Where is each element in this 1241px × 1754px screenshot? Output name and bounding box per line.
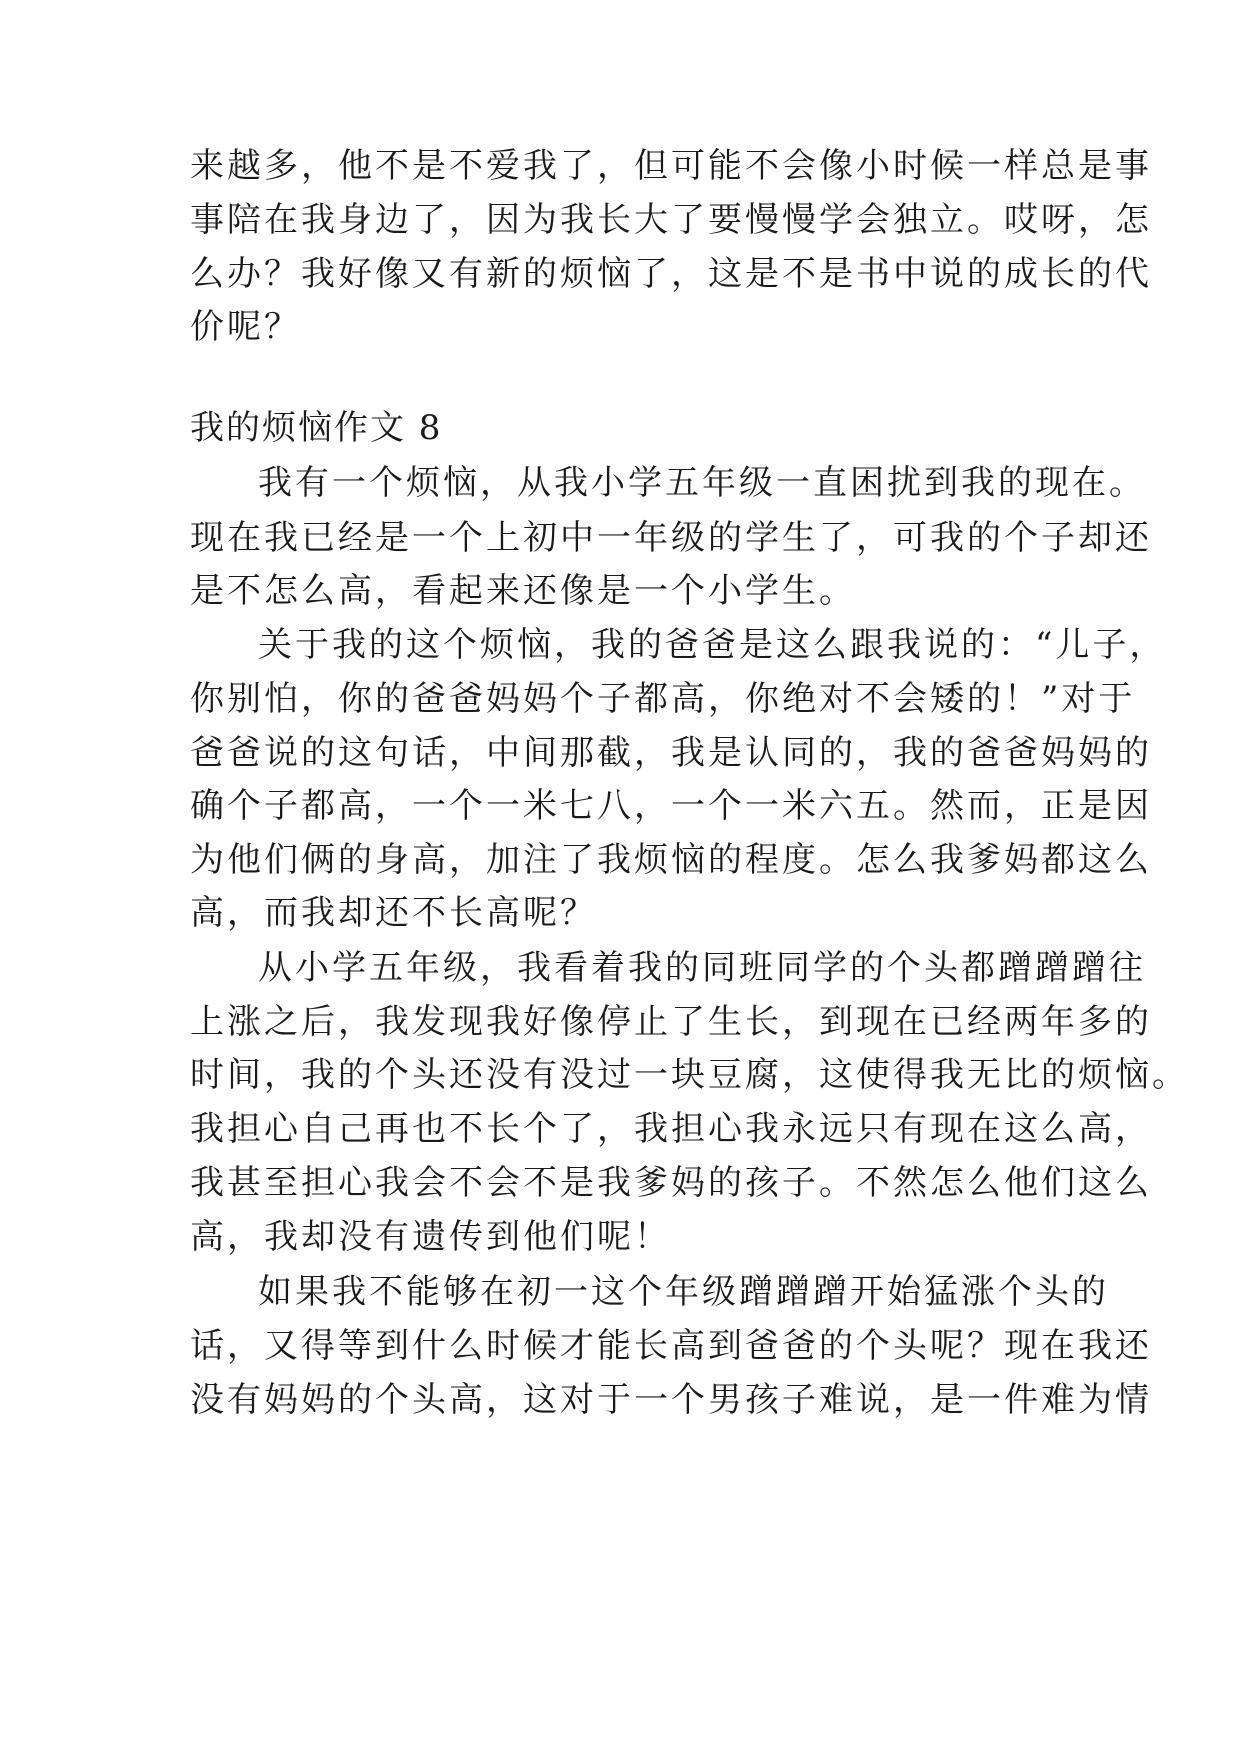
text-line: 价呢？ (190, 307, 301, 347)
paragraph-line: 我有一个烦恼，从我小学五年级一直困扰到我的现在。 (258, 463, 1146, 503)
paragraph-line: 你别怕，你的爸爸妈妈个子都高，你绝对不会矮的！”对于 (190, 679, 1136, 719)
paragraph-line: 爸爸说的这句话，中间那截，我是认同的，我的爸爸妈妈的 (190, 733, 1152, 773)
paragraph-line: 如果我不能够在初一这个年级蹭蹭蹭开始猛涨个头的 (258, 1272, 1109, 1312)
paragraph-line: 是不怎么高，看起来还像是一个小学生。 (190, 571, 856, 611)
section-title: 我的烦恼作文 8 (190, 408, 443, 448)
paragraph-line: 关于我的这个烦恼，我的爸爸是这么跟我说的：“儿子， (258, 625, 1167, 665)
text-line: 么办？我好像又有新的烦恼了，这是不是书中说的成长的代 (190, 254, 1152, 294)
paragraph-line: 我担心自己再也不长个了，我担心我永远只有现在这么高， (190, 1109, 1152, 1149)
paragraph-line: 话，又得等到什么时候才能长高到爸爸的个头呢？现在我还 (190, 1326, 1152, 1366)
paragraph-line: 没有妈妈的个头高，这对于一个男孩子难说，是一件难为情 (190, 1380, 1152, 1420)
paragraph-line: 我甚至担心我会不会不是我爹妈的孩子。不然怎么他们这么 (190, 1163, 1152, 1203)
paragraph-line: 确个子都高，一个一米七八，一个一米六五。然而，正是因 (190, 786, 1152, 826)
paragraph-line: 现在我已经是一个上初中一年级的学生了，可我的个子却还 (190, 518, 1152, 558)
paragraph-line: 为他们俩的身高，加注了我烦恼的程度。怎么我爹妈都这么 (190, 840, 1152, 880)
paragraph-line: 时间，我的个头还没有没过一块豆腐，这使得我无比的烦恼。 (190, 1055, 1189, 1095)
paragraph-line: 高，我却没有遗传到他们呢！ (190, 1217, 671, 1257)
text-line: 事陪在我身边了，因为我长大了要慢慢学会独立。哎呀，怎 (190, 200, 1152, 240)
paragraph-line: 从小学五年级，我看着我的同班同学的个头都蹭蹭蹭往 (258, 948, 1146, 988)
text-line: 来越多，他不是不爱我了，但可能不会像小时候一样总是事 (190, 146, 1152, 186)
paragraph-line: 高，而我却还不长高呢？ (190, 893, 597, 933)
paragraph-line: 上涨之后，我发现我好像停止了生长，到现在已经两年多的 (190, 1002, 1152, 1042)
